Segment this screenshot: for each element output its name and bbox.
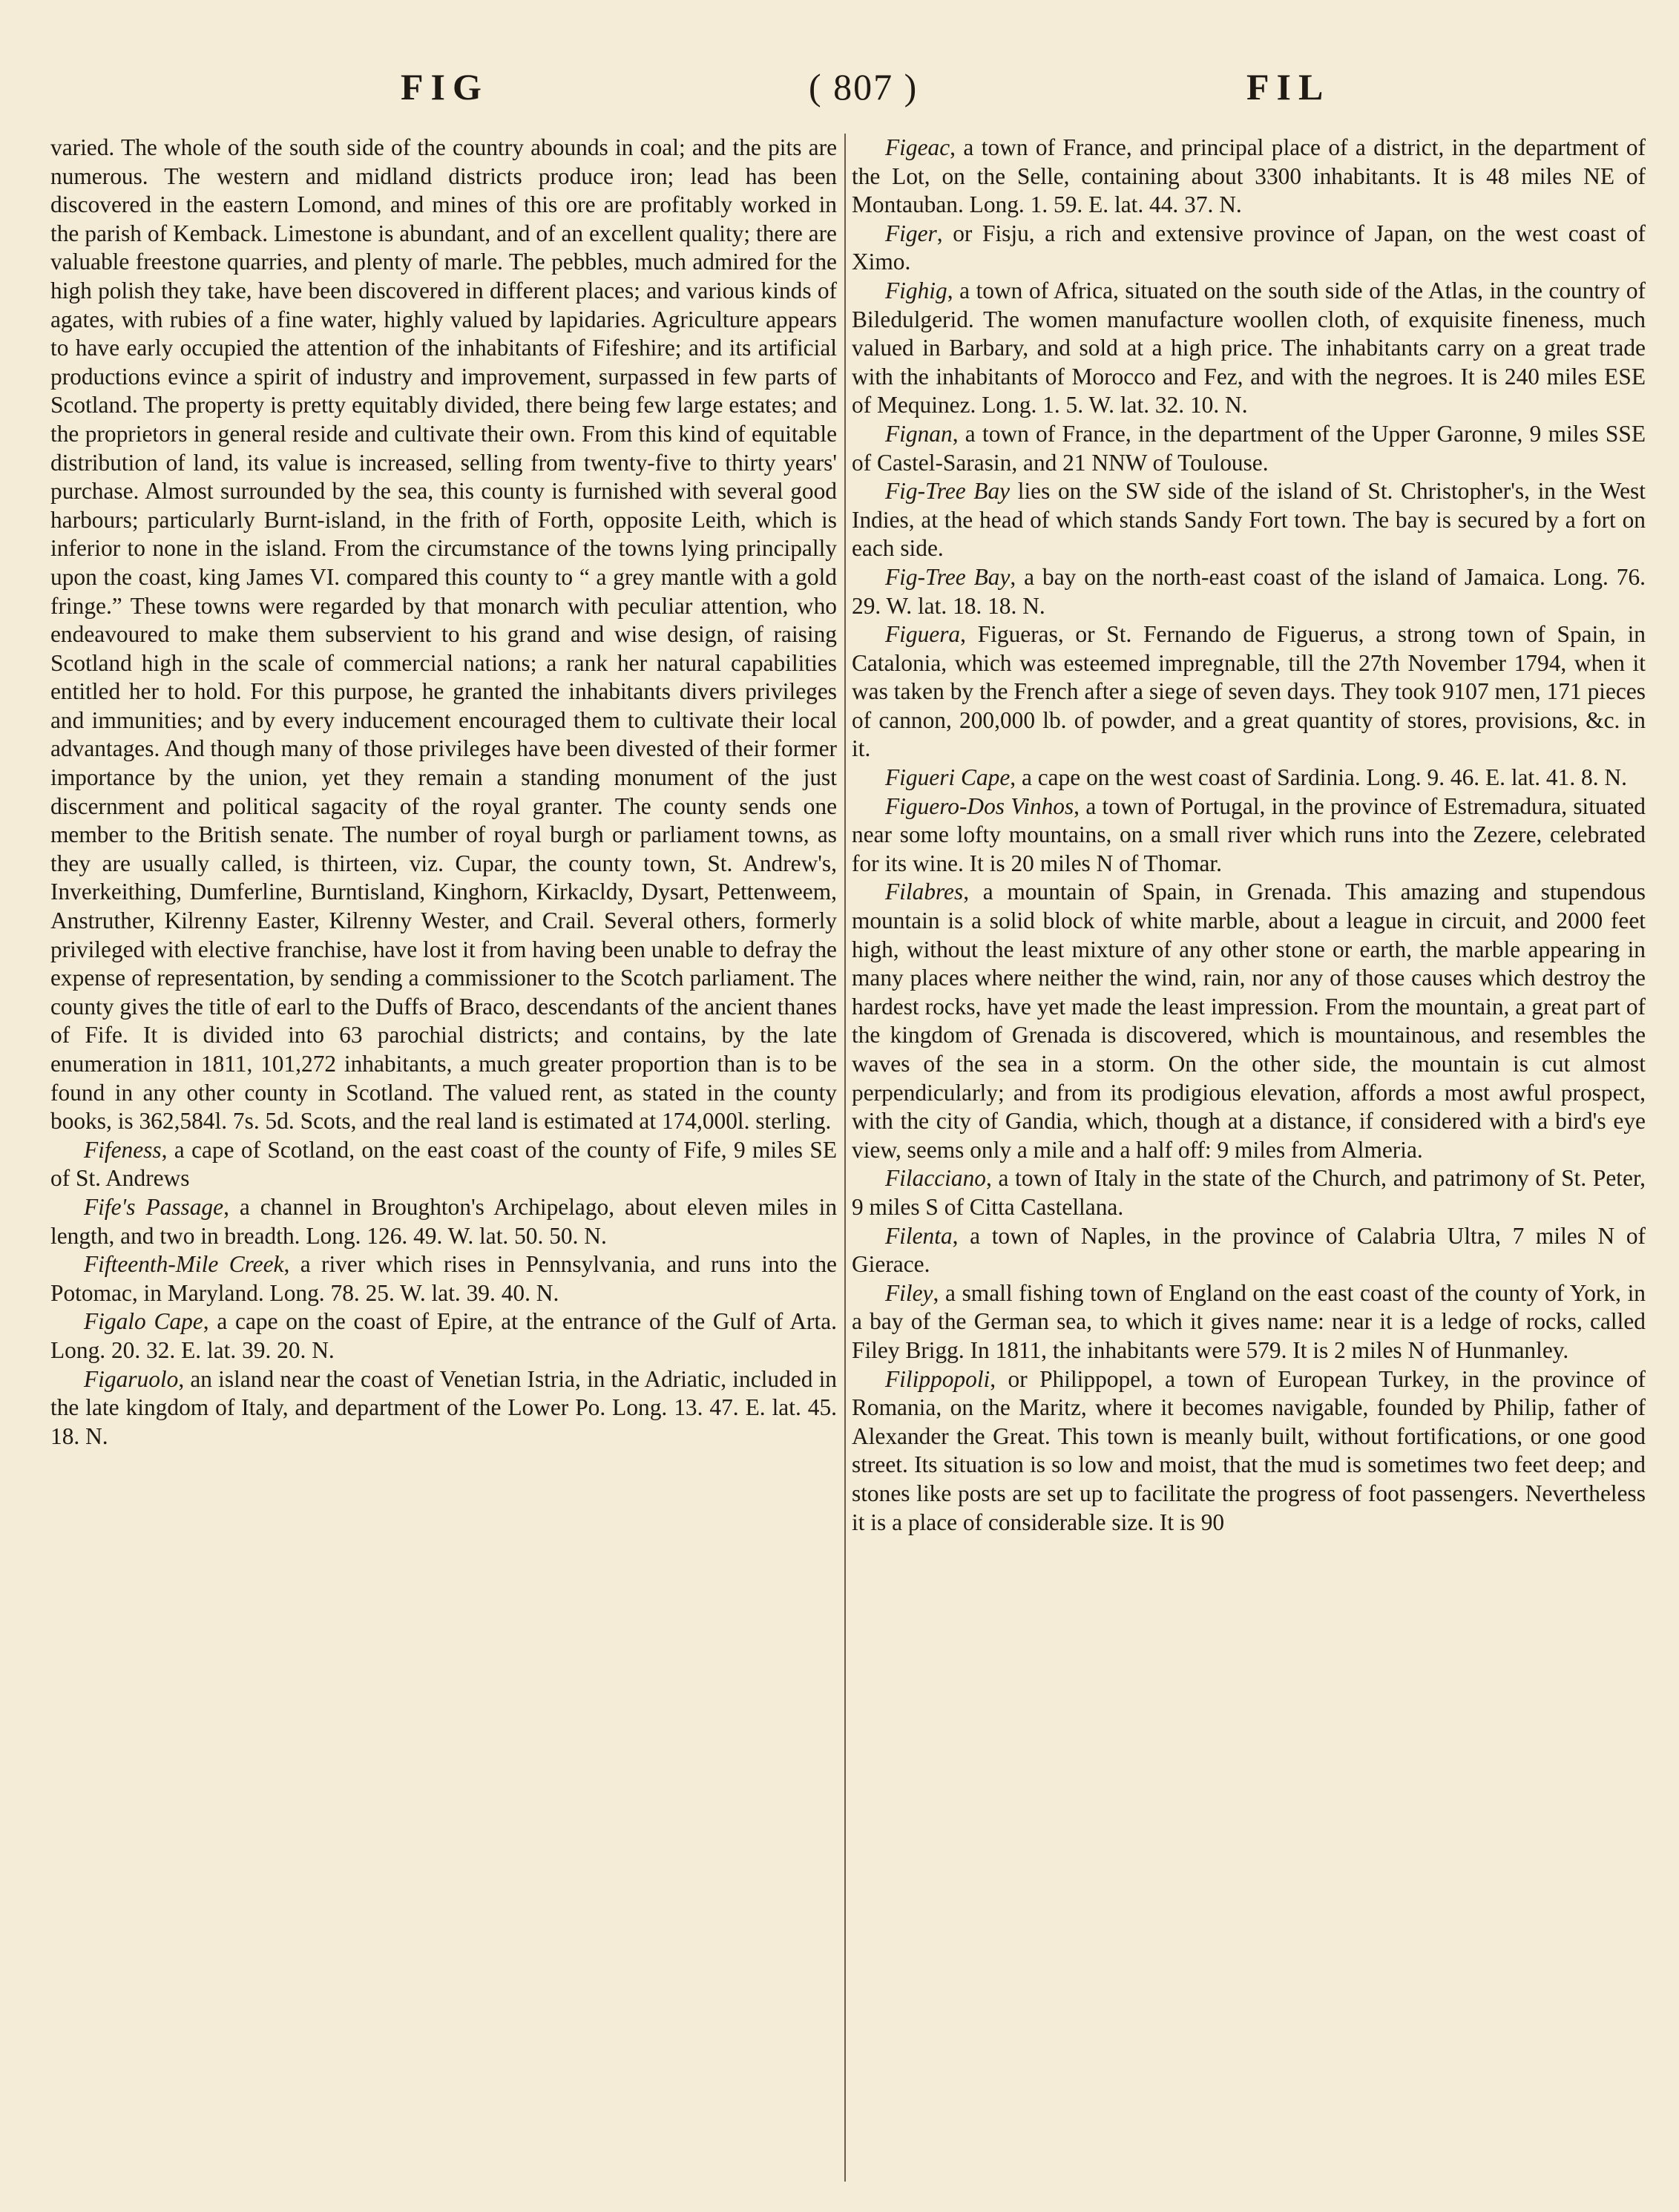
entry-term: Figeac xyxy=(885,134,950,160)
entry-text: , a river which rises in Pennsylvania, and runs into the Potomac, in Maryland. Long. 78. 25. W. lat. 39. 40. N. xyxy=(50,1251,837,1306)
entry xyxy=(852,620,1646,764)
entry-text: lies on the SW side of the island of St. Christopher's, in the West Indies, at the head of which stands Sandy Fort town. The bay is secured by a fort on each side. xyxy=(852,478,1646,562)
entry-text: , or Fisju, a rich and extensive province of Japan, on the west coast of Ximo. xyxy=(852,220,1646,275)
entry-text: , a bay on the north-east coast of the island of Jamaica. Long. 76. 29. W. lat. 18. 18. N. xyxy=(852,563,1646,619)
entry-term: Fig-Tree Bay xyxy=(885,563,1011,590)
entry-text: , a town of Africa, situated on the south side of the Atlas, in the country of Biledulgerid. The women manufacture woollen cloth, of exquisite fineness, much valued in Barbary, and sold at a high price. The inhabitants carry on a great trade with the inhabitants of Morocco and Fez, and with the negroes. It is 240 miles ESE of Mequinez. Long. 1. 5. W. lat. 32. 10. N. xyxy=(852,277,1646,419)
entry xyxy=(50,1250,837,1307)
entry-text: , Figueras, or St. Fernando de Figuerus, a strong town of Spain, in Catalonia, which was esteemed impregnable, till the 27th November 1794, when it was taken by the French after a siege of seven days. They took 9107 men, 171 pieces of cannon, 200,000 lb. of powder, and a great quantity of stores, provisions, &c. in it. xyxy=(852,621,1646,762)
continued-entry-text: varied. The whole of the south side of the country abounds in coal; and the pits are numerous. The western and midland districts produce iron; lead has been discovered in the eastern Lomond, and mines of this ore are profitably worked in the parish of Kemback. Limestone is abundant, and of an excellent quality; there are valuable freestone quarries, and plenty of marle. The pebbles, much admired for the high polish they take, have been discovered in different places; and various kinds of agates, with rubies of a fine water, highly valued by lapidaries. Agriculture appears to have early occupied the attention of the inhabitants of Fifeshire; and its artificial productions evince a spirit of industry and improvement, surpassed in few parts of Scotland. The property is pretty equitably divided, there being few large estates; and the proprietors in general reside and cultivate their own. From this kind of equitable distribution of land, its value is increased, selling from twenty-five to thirty years' purchase. Almost surrounded by the sea, this county is furnished with several good harbours; particularly Burnt-island, in the frith of Forth, opposite Leith, which is inferior to none in the island. From the circumstance of the towns lying principally upon the coast, king James VI. compared this county to “ a grey mantle with a gold fringe.” These towns were regarded by that monarch with peculiar attention, who endeavoured to make them subservient to his grand and wise design, of raising Scotland high in the scale of commercial nations; a rank her natural capabilities entitled her to hold. For this purpose, he granted the inhabitants divers privileges and immunities; and by every inducement encouraged them to cultivate their local advantages. And though many of those privileges have been divested of their former importance by the union, yet they remain a standing monument of the just discernment and political sagacity of the royal granter. The county sends one member to the British senate. The number of royal burgh or parliament towns, as they are usually called, is thirteen, viz. Cupar, the county town, St. Andrew's, Inverkeithing, Dumferline, Burntisland, Kinghorn, Kirkacldy, Dysart, Pettenweem, Anstruther, Kilrenny Easter, Kilrenny Wester, and Crail. Several others, formerly privileged with elective franchise, have lost it from having been unable to defray the expense of representation, by sending a commissioner to the Scotch parliament. The county gives the title of earl to the Duffs of Braco, descendants of the ancient thanes of Fife. It is divided into 63 parochial districts; and contains, by the late enumeration in 1811, 101,272 inhabitants, a much greater proportion than is to be found in any other county in Scotland. The valued rent, as stated in the county books, is 362,584l. 7s. 5d. Scots, and the real land is estimated at 174,000l. sterling. xyxy=(50,134,837,1135)
entry xyxy=(852,1279,1646,1365)
entry xyxy=(852,792,1646,879)
entry-term: Fig-Tree Bay xyxy=(885,478,1011,505)
entry-term: Fifeness xyxy=(84,1136,162,1163)
entry-term: Fifteenth-Mile Creek xyxy=(84,1251,284,1278)
entry-text: , a small fishing town of England on the east coast of the county of York, in a bay of the German sea, to which it gives name: near it is a ledge of rocks, called Filey Brigg. In 1811, the inhabitants were 579. It is 2 miles N of Hunmanley. xyxy=(852,1279,1646,1363)
header-left-guide-word: FIG xyxy=(401,66,489,108)
entry-text: , a cape on the coast of Epire, at the entrance of the Gulf of Arta. Long. 20. 32. E. lat. 39. 20. N. xyxy=(50,1308,837,1363)
entry-text: , a town of Portugal, in the province of Estremadura, situated near some lofty mountains, on a small river which runs into the Zezere, celebrated for its wine. It is 20 miles N of Thomar. xyxy=(852,792,1646,876)
entry xyxy=(852,764,1646,792)
entry-text: , a town of Naples, in the province of Calabria Ultra, 7 miles N of Gierace. xyxy=(852,1222,1646,1278)
entry-term: Figalo Cape xyxy=(84,1308,203,1335)
entry xyxy=(852,477,1646,563)
entry xyxy=(852,1222,1646,1279)
entry-term: Filey xyxy=(885,1279,933,1306)
entry xyxy=(852,878,1646,1164)
entry xyxy=(50,1307,837,1365)
left-column xyxy=(50,134,837,2182)
entry-term: Figer xyxy=(885,220,937,246)
entry-term: Fighig xyxy=(885,277,947,303)
entry-text: , a town of Italy in the state of the Church, and patrimony of St. Peter, 9 miles S of Citta Castellana. xyxy=(852,1165,1646,1220)
header-right-guide-word: FIL xyxy=(1246,66,1331,108)
entry xyxy=(50,1365,837,1451)
entry xyxy=(852,134,1646,220)
page-number: ( 807 ) xyxy=(809,66,919,108)
entry-term: Figuero-Dos Vinhos xyxy=(885,792,1074,819)
entry-text: , a channel in Broughton's Archipelago, about eleven miles in length, and two in breadth. Long. 126. 49. W. lat. 50. 50. N. xyxy=(50,1193,837,1249)
entry xyxy=(852,220,1646,277)
entry-text: , or Philippopel, a town of European Turkey, in the province of Romania, on the Maritz, where it becomes navigable, founded by Philip, father of Alexander the Great. This town is meanly built, without fortifications, or one good street. Its situation is so low and moist, that the mud is sometimes two feet deep; and stones like posts are set up to facilitate the progress of foot passengers. Nevertheless it is a place of considerable size. It is 90 xyxy=(852,1365,1646,1535)
entry-term: Fife's Passage xyxy=(84,1193,224,1220)
entry-text: , a mountain of Spain, in Grenada. This amazing and stupendous mountain is a solid block of white marble, about a league in circuit, and 2000 feet high, without the least mixture of any other stone or earth, the marble appearing in many places where neither the wind, rain, nor any of those causes which destroy the hardest rocks, have yet made the least impression. From the mountain, a great part of the kingdom of Grenada is discovered, which is mountainous, and resembles the waves of the sea in a storm. On the other side, the mountain is cut almost perpendicularly; and from its prodigious elevation, affords a most awful prospect, with the city of Gandia, which, though at a distance, if considered with a bird's eye view, seems only a mile and a half off: 9 miles from Almeria. xyxy=(852,879,1646,1163)
entry xyxy=(852,277,1646,420)
entry-text: , a cape on the west coast of Sardinia. Long. 9. 46. E. lat. 41. 8. N. xyxy=(1010,764,1627,791)
entry xyxy=(852,1164,1646,1221)
page-header xyxy=(59,65,1634,117)
entry-text: , a town of France, and principal place of a district, in the department of the Lot, on the Selle, containing about 3300 inhabitants. It is 48 miles NE of Montauban. Long. 1. 59. E. lat. 44. 37. N. xyxy=(852,134,1646,218)
text-columns xyxy=(50,134,1646,2182)
entry-text: , a cape of Scotland, on the east coast of the county of Fife, 9 miles SE of St. Andrews xyxy=(50,1136,837,1192)
column-divider xyxy=(844,134,846,2182)
entry-text: , a town of France, in the department of the Upper Garonne, 9 miles SSE of Castel-Sarasin, and 21 NNW of Toulouse. xyxy=(852,420,1646,476)
entry xyxy=(852,1365,1646,1537)
entry-term: Filabres xyxy=(885,879,964,905)
entry-term: Figaruolo xyxy=(84,1365,179,1392)
entry xyxy=(50,1136,837,1193)
entry-term: Fignan xyxy=(885,420,953,447)
right-column xyxy=(852,134,1646,2182)
entry-text: , an island near the coast of Venetian Istria, in the Adriatic, included in the late kingdom of Italy, and department of the Lower Po. Long. 13. 47. E. lat. 45. 18. N. xyxy=(50,1365,837,1449)
entry-term: Filenta xyxy=(885,1222,953,1249)
entry xyxy=(50,1193,837,1250)
entry-term: Filacciano xyxy=(885,1165,986,1192)
entry-term: Figueri Cape xyxy=(885,764,1011,791)
entry xyxy=(852,563,1646,620)
entry-term: Figuera xyxy=(885,621,961,648)
entry-term: Filippopoli xyxy=(885,1365,990,1392)
entry xyxy=(852,420,1646,477)
